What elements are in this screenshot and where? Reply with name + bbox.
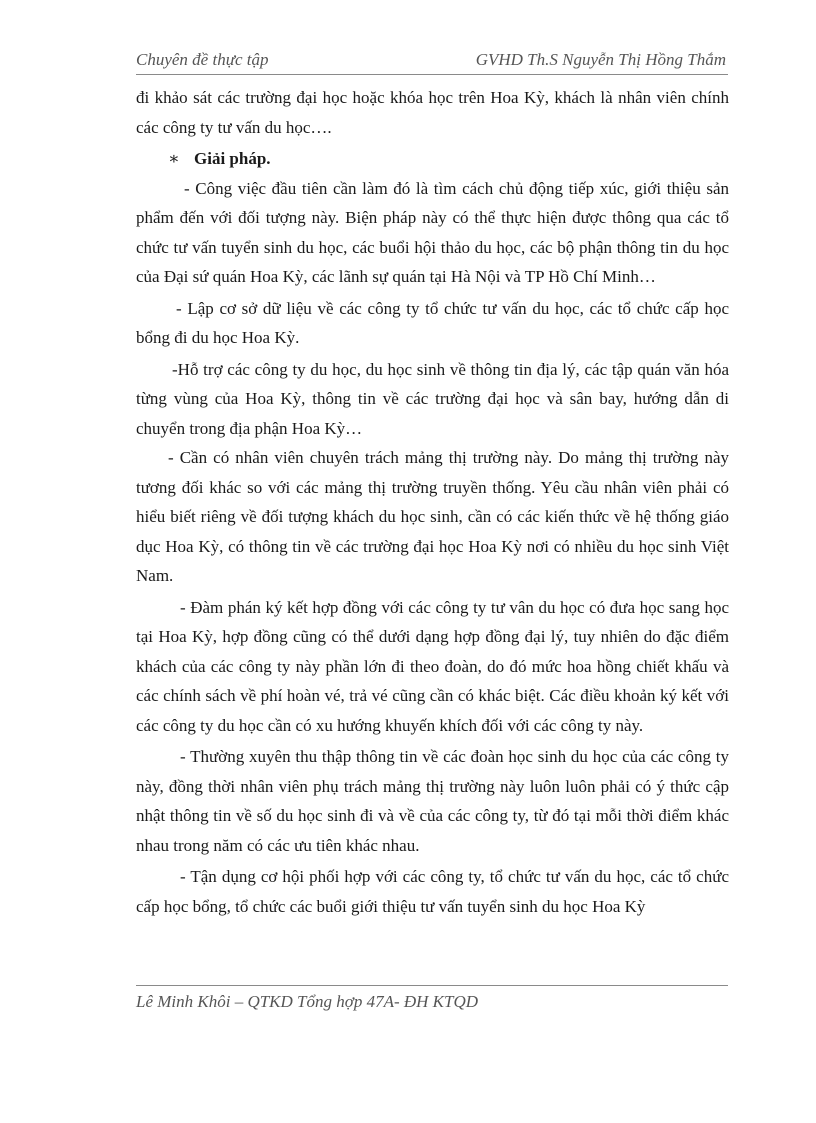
paragraph-continuation: đi khảo sát các trường đại học hoặc khóa học trên Hoa Kỳ, khách là nhân viên chính các công ty tư vấn du học…. xyxy=(136,88,729,137)
star-bullet-icon: ∗ xyxy=(168,149,180,168)
section-heading-text: Giải pháp. xyxy=(194,149,271,168)
header-title: Chuyên đề thực tập xyxy=(136,50,269,69)
paragraph-solution-1: - Công việc đầu tiên cần làm đó là tìm cách chủ động tiếp xúc, giới thiệu sản phẩm đến với đối tượng này. Biện pháp này có thể thực hiện được thông qua các tổ chức tư vấn tuyển sinh du học, các buổi hội thảo du học, các bộ phận thông tin du học của Đại sứ quán Hoa Kỳ, các lãnh sự quán tại Hà Nội và TP Hồ Chí Minh… xyxy=(136,178,729,286)
footer-author: Lê Minh Khôi – QTKD Tổng hợp 47A- ĐH KTQD xyxy=(136,992,479,1011)
header-supervisor: GVHD Th.S Nguyễn Thị Hồng Thắm xyxy=(475,50,726,69)
paragraph-solution-5: - Đàm phán ký kết hợp đồng với các công ty tư vân du học có đưa học sang học tại Hoa Kỳ, hợp đồng cũng có thể dưới dạng hợp đồng đại lý, tuy nhiên do đặc điểm khách của các công ty này phần lớn đi theo đoàn, do đó mức hoa hồng chiết khấu và các chính sách về phí hoàn vé, trả vé cũng cần có khác biệt. Các điều khoản ký kết với các công ty du học cần có xu hướng khuyến khích đối với các công ty này. xyxy=(136,597,729,735)
page-header xyxy=(136,48,728,75)
page-footer xyxy=(136,985,728,1012)
section-heading xyxy=(136,144,729,174)
paragraph-solution-6: - Thường xuyên thu thập thông tin về các đoàn học sinh du học của các công ty này, đồng thời nhân viên phụ trách mảng thị trường này luôn luôn phải có ý thức cập nhật thông tin về số du học sinh đi và về của các công ty, từ đó tại mỗi thời điểm khác nhau trong năm có các ưu tiên khác nhau. xyxy=(136,747,729,855)
paragraph-solution-4: - Cần có nhân viên chuyên trách mảng thị trường này. Do mảng thị trường này tương đối khác so với các mảng thị trường truyền thống. Yêu cầu nhân viên phải có hiểu biết riêng về đối tượng khách du học sinh, cần có các kiến thức về hệ thống giáo dục Hoa Kỳ, có thông tin về các trường đại học Hoa Kỳ nơi có nhiều du học sinh Việt Nam. xyxy=(136,448,729,585)
paragraph-solution-7: - Tận dụng cơ hội phối hợp với các công ty, tổ chức tư vấn du học, các tổ chức cấp học bổng, tổ chức các buổi giới thiệu tư vấn tuyển sinh du học Hoa Kỳ xyxy=(136,867,729,916)
paragraph-solution-3: -Hỗ trợ các công ty du học, du học sinh về thông tin địa lý, các tập quán văn hóa từng vùng của Hoa Kỳ, thông tin về các trường đại học và sân bay, hướng dẫn di chuyển trong địa phận Hoa Kỳ… xyxy=(136,359,729,438)
paragraph-solution-2: - Lập cơ sở dữ liệu về các công ty tổ chức tư vấn du học, các tổ chức cấp học bổng đi du học Hoa Kỳ. xyxy=(136,298,729,347)
document-body xyxy=(136,83,729,921)
